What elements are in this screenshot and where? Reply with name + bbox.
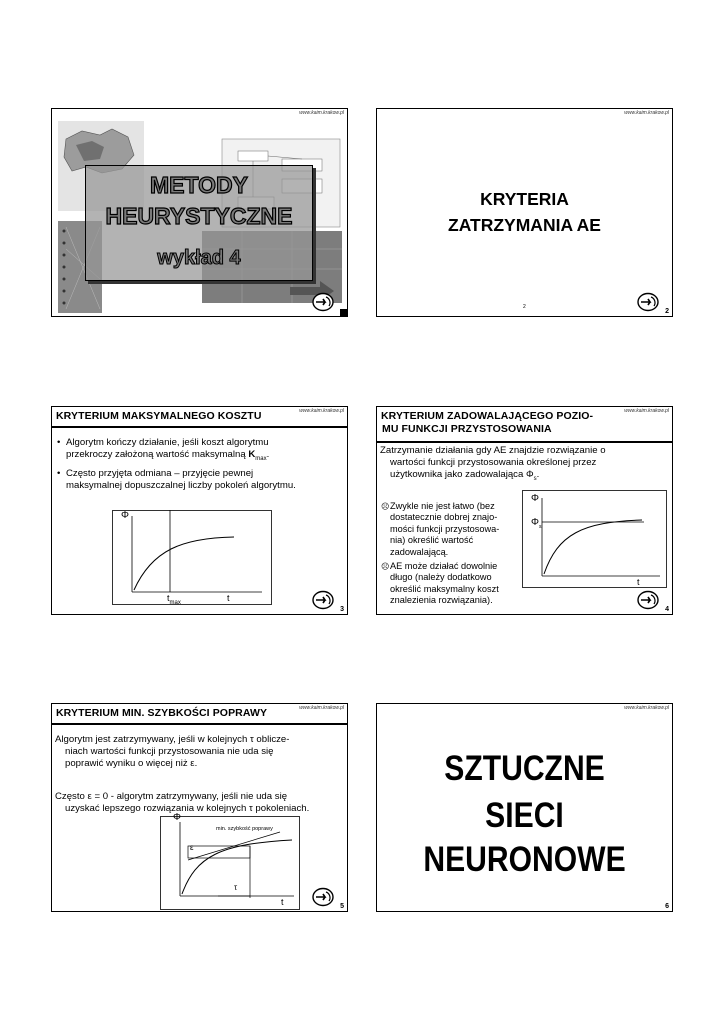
logo-icon (311, 292, 335, 312)
corner-mark (340, 309, 347, 316)
axis-y-label: Φ (531, 493, 539, 504)
intro-text: Zatrzymanie działania gdy AE znajdzie rozwiązanie o wartości funkcji przystosowania określonej przez użytkownika jako zadowalająca $\Phi_s$. (380, 445, 606, 482)
slide-title-line-2: SIECI (485, 796, 564, 835)
axis-y-label: Φ (173, 812, 181, 823)
epsilon-label: ε (190, 843, 194, 852)
slide-title: KRYTERIUM ZADOWALAJĄCEGO POZIO- MU FUNKCJI PRZYSTOSOWANIA (381, 410, 594, 435)
list-item: • Często przyjęta odmiana – przyjęcie pewnej maksymalnej dopuszczalnej liczby pokoleń algorytmu. (56, 468, 341, 492)
threshold-label: $\Phi_s$ (531, 517, 542, 530)
slide-url: www.kaim.krakow.pl (624, 110, 669, 116)
slide-1 (51, 108, 348, 317)
slide-3 (51, 406, 348, 615)
axis-x-label: t (281, 897, 284, 907)
slide-number: 3 (340, 606, 344, 613)
slide-url: www.kaim.krakow.pl (299, 408, 344, 414)
slide-title-line-1: KRYTERIA (480, 189, 569, 209)
slide-2 (376, 108, 673, 317)
logo-icon (311, 590, 335, 610)
logo-icon (311, 887, 335, 907)
page-number-small: 2 (523, 304, 526, 310)
slide-4 (376, 406, 673, 615)
list-item: ☹ AE może działać dowolnie długo (należy dodatkowo określić maksymalny koszt znalezienia rozwiązania). (380, 561, 520, 607)
axis-tick-tmax: $t_{max}$ (167, 593, 181, 606)
plot-fitness-threshold (522, 490, 667, 588)
logo-icon (636, 590, 660, 610)
slide-title-line-2: ZATRZYMANIA AE (448, 215, 601, 235)
paragraph-2: Często ε = 0 - algorytm zatrzymywany, jeśli nie uda się uzyskać lepszego rozwiązania w kolejnych τ pokoleniach. (55, 791, 310, 814)
slide-number: 6 (665, 903, 669, 910)
slide-6 (376, 703, 673, 912)
slide-url: www.kaim.krakow.pl (299, 705, 344, 711)
title-underline (52, 723, 347, 725)
slide-title: KRYTERIUM MAKSYMALNEGO KOSZTU (56, 410, 262, 422)
axis-y-label: Φ (121, 510, 129, 521)
paragraph-1: Algorytm jest zatrzymywany, jeśli w kolejnych τ oblicze- niach wartości funkcji przystosowania nie uda się poprawić wyniku o więcej niż ε. (55, 734, 290, 769)
axis-x-label: t (227, 593, 230, 603)
slide-number: 2 (665, 308, 669, 315)
title-box (85, 165, 313, 281)
title-line-2: HEURYSTYCZNE (105, 203, 293, 229)
bullet-list (56, 437, 341, 495)
list-item: • Algorytm kończy działanie, jeśli koszt algorytmu przekroczy założoną wartość maksymalną $K_{max}$. (56, 437, 341, 465)
tau-label: τ (234, 883, 238, 892)
plot-cost-criterion (112, 510, 272, 605)
slide-title-line-1: SZTUCZNE (444, 749, 605, 788)
slide-title-line-3: NEURONOWE (423, 840, 626, 879)
remarks-list (380, 501, 520, 610)
slide-number: 4 (665, 606, 669, 613)
list-item: ☹ Zwykle nie jest łatwo (bez dostatecznie dobrej znajo- mości funkcji przystosowa- nia) określić wartość zadowalającą. (380, 501, 520, 558)
slide-number: 5 (340, 903, 344, 910)
logo-icon (636, 292, 660, 312)
title-line-1: METODY (150, 172, 248, 198)
slide-url: www.kaim.krakow.pl (624, 705, 669, 711)
subtitle-lecture: wykład 4 (157, 247, 241, 269)
slide-url: www.kaim.krakow.pl (299, 110, 344, 116)
annotation-min-rate: min. szybkość poprawy (216, 826, 273, 832)
slide-title: KRYTERIUM MIN. SZYBKOŚCI POPRAWY (56, 707, 268, 719)
title-underline (52, 426, 347, 428)
slide-5 (51, 703, 348, 912)
axis-x-label: t (637, 577, 640, 587)
title-underline (377, 441, 672, 443)
slide-url: www.kaim.krakow.pl (624, 408, 669, 414)
